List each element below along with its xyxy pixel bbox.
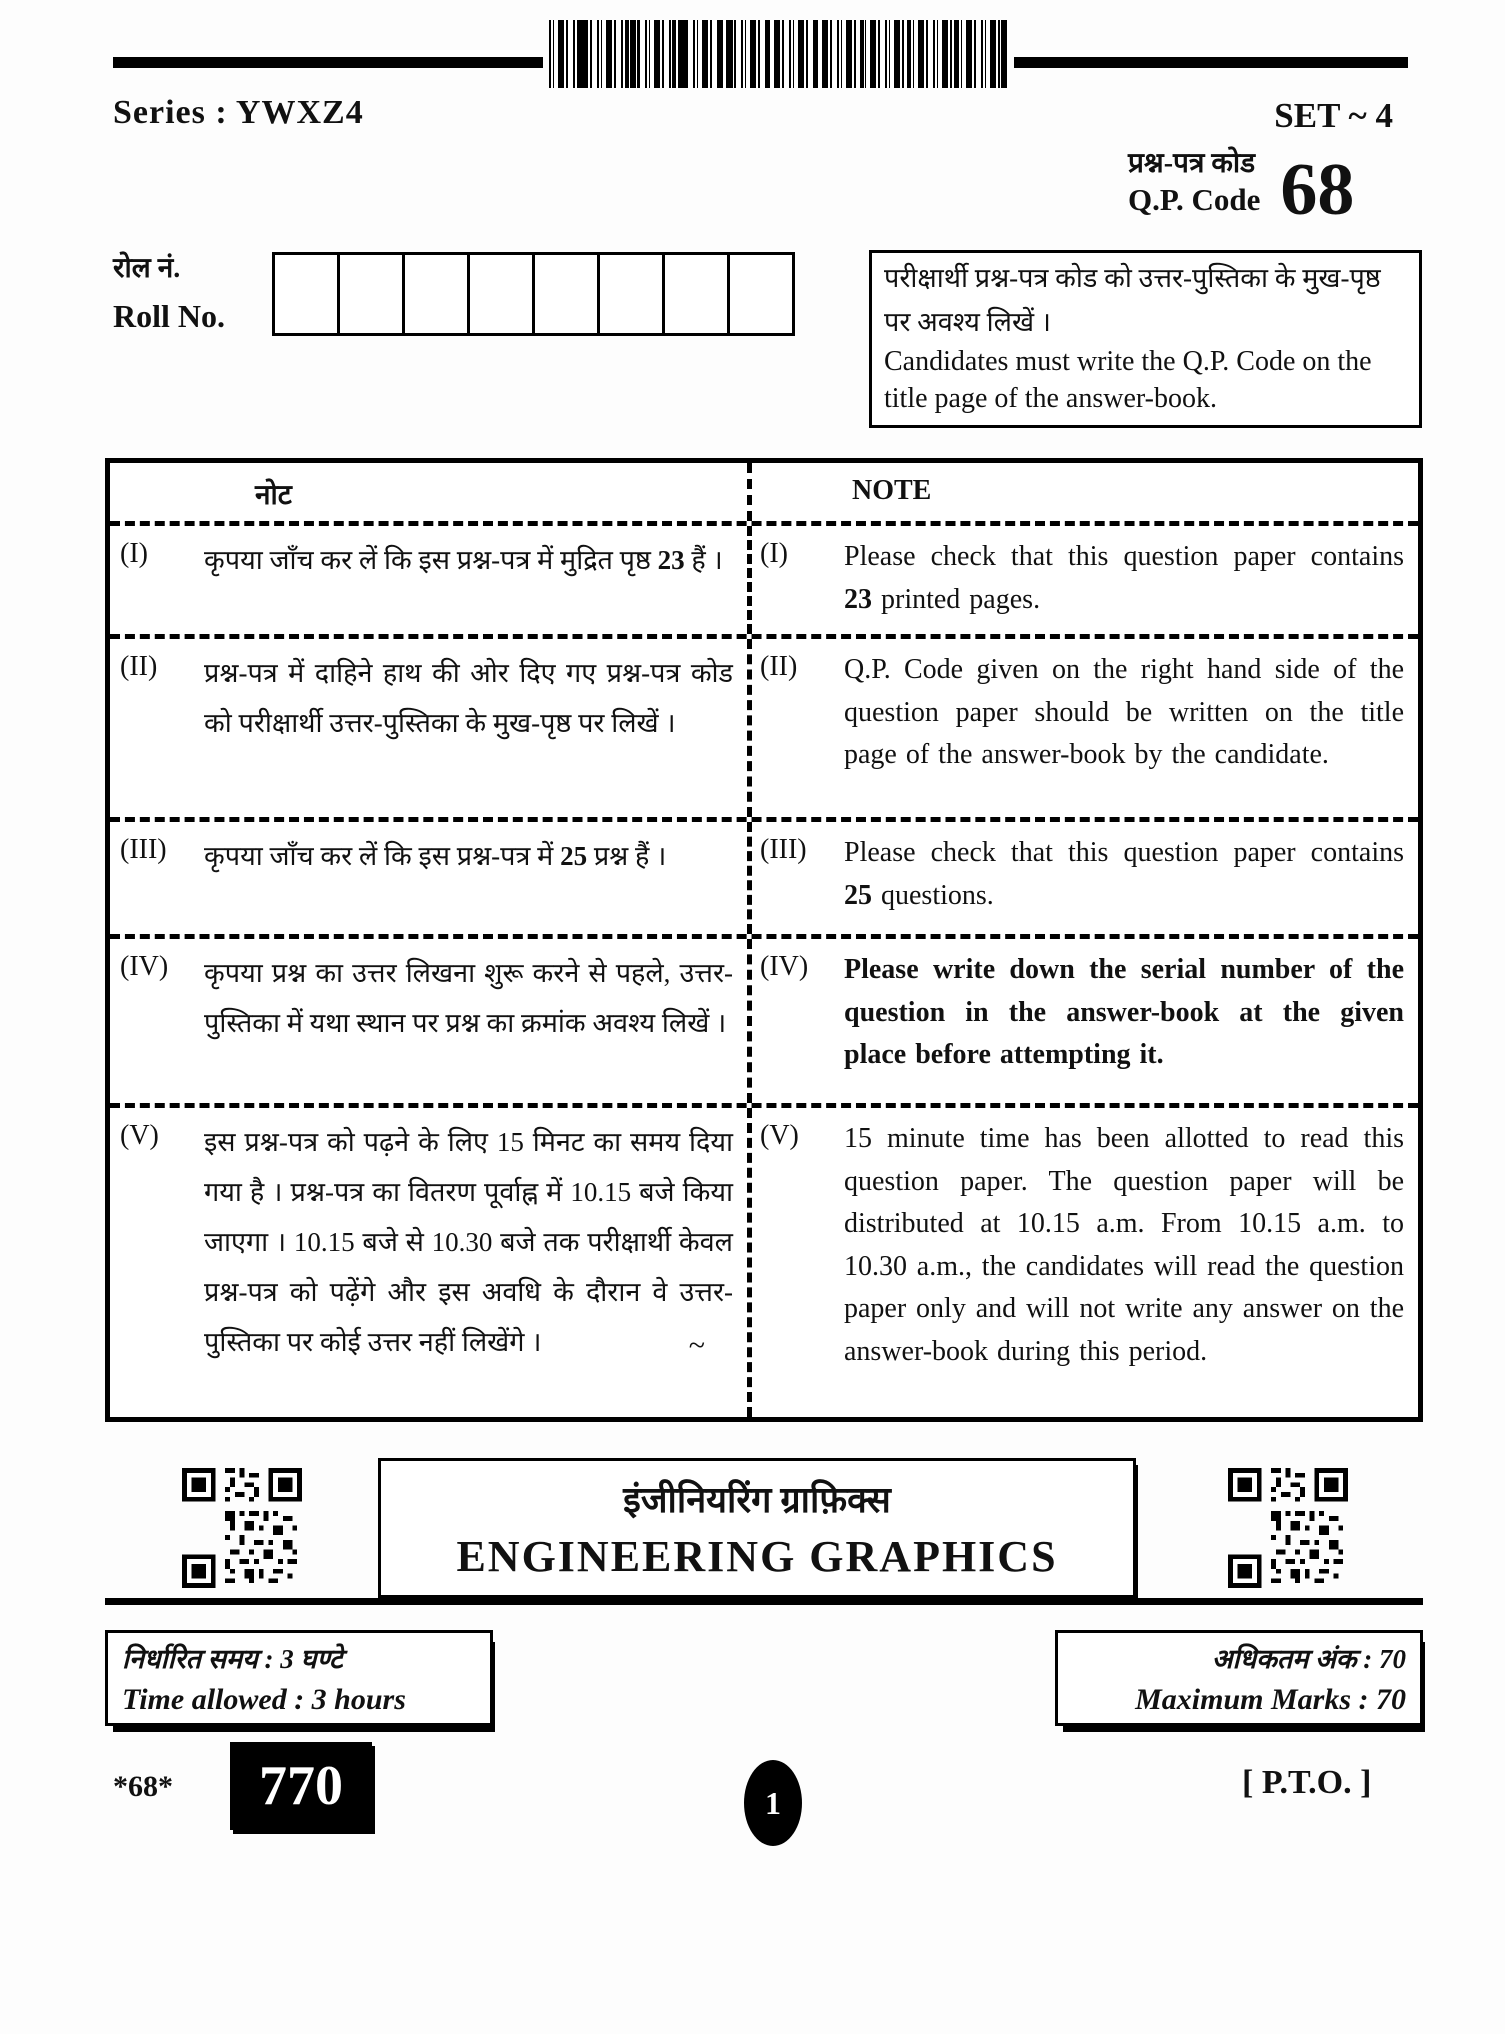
roll-label-english: Roll No. (113, 298, 225, 334)
pto-label: [ P.T.O. ] (1242, 1764, 1372, 1801)
note-text-hindi: प्रश्न-पत्र में दाहिने हाथ की ओर दिए गए प्रश्न-पत्र कोड को परीक्षार्थी उत्तर-पुस्तिका के मुख-पृष्ठ पर लिखें । (204, 658, 733, 738)
candidate-instruction-hindi: परीक्षार्थी प्रश्न-पत्र कोड को उत्तर-पुस्तिका के मुख-पृष्ठ पर अवश्य लिखें । (884, 263, 1381, 337)
subject-title-box (378, 1458, 1136, 1598)
time-allowed-english: Time allowed : 3 hours (122, 1683, 406, 1716)
roll-digit-box (467, 252, 535, 336)
note-header-english: NOTE (852, 475, 932, 506)
qp-code-label-english: Q.P. Code (1128, 182, 1261, 217)
set-label: SET ~ 4 (1274, 96, 1393, 135)
roll-digit-box (402, 252, 470, 336)
note-text-hindi: कृपया जाँच कर लें कि इस प्रश्न-पत्र में 25 प्रश्न हैं । (204, 841, 667, 871)
roll-label-hindi: रोल नं. (113, 253, 181, 284)
note-table-row (110, 939, 1418, 1108)
roll-number-labels (113, 248, 225, 335)
note-serial-hindi-column: (IV) (120, 951, 169, 982)
note-table-row (110, 639, 1418, 822)
note-text-english: 15 minute time has been allotted to read this question paper. The question paper will be distributed at 10.15 a.m. From 10.15 a.m. to 10.30 a.m., the candidates will read the question paper only and will not write any answer on the answer-book during this period. (844, 1123, 1404, 1367)
top-rule-left (113, 57, 543, 68)
note-text-hindi: इस प्रश्न-पत्र को पढ़ने के लिए 15 मिनट का समय दिया गया है । प्रश्न-पत्र का वितरण पूर्वाह्न में 10.15 बजे किया जाएगा । 10.15 बजे से 10.30 बजे तक परीक्षार्थी केवल प्रश्न-पत्र को पढ़ेंगे और इस अवधि के दौरान वे उत्तर-पुस्तिका पर कोई उत्तर नहीं लिखेंगे । ~ (204, 1118, 747, 1411)
qp-code-value: 68 (1280, 149, 1355, 232)
note-text-hindi: कृपया जाँच कर लें कि इस प्रश्न-पत्र में मुद्रित पृष्ठ 23 हैं । (204, 545, 723, 575)
note-table-header-row (110, 463, 1418, 526)
note-table-row (110, 526, 1418, 639)
note-serial-hindi-column: (I) (120, 538, 148, 569)
title-section-rule (105, 1598, 1423, 1605)
maximum-marks-box (1055, 1630, 1423, 1726)
note-serial-english-column: (I) (760, 538, 788, 569)
note-text-english: Please check that this question paper contains 25 questions. (844, 837, 1404, 911)
roll-digit-box (272, 252, 340, 336)
note-header-hindi: नोट (255, 480, 292, 511)
barcode-icon (549, 20, 1009, 88)
time-allowed-hindi: निर्धारित समय : 3 घण्टे (122, 1644, 343, 1674)
note-serial-hindi-column: (V) (120, 1120, 159, 1151)
time-allowed-box (105, 1630, 493, 1726)
qr-code-icon-right (1228, 1468, 1348, 1588)
note-serial-hindi-column: (II) (120, 651, 158, 682)
candidate-instruction-english: Candidates must write the Q.P. Code on the title page of the answer-book. (884, 346, 1372, 415)
note-table-row (110, 1108, 1418, 1417)
qp-code-block (1128, 146, 1355, 232)
subject-title-english: ENGINEERING GRAPHICS (456, 1532, 1058, 1581)
roll-digit-box (337, 252, 405, 336)
note-serial-hindi-column: (III) (120, 834, 167, 865)
footer-print-code-badge: 770 (230, 1742, 372, 1830)
footer-paper-code: *68* (113, 1770, 173, 1803)
note-serial-english-column: (II) (760, 651, 798, 682)
note-text-hindi: कृपया प्रश्न का उत्तर लिखना शुरू करने से पहले, उत्तर-पुस्तिका में यथा स्थान पर प्रश्न का क्रमांक अवश्य लिखें । (204, 958, 733, 1038)
note-serial-english-column: (IV) (760, 951, 809, 982)
note-table-row (110, 822, 1418, 939)
qp-code-label-hindi: प्रश्न-पत्र कोड (1128, 148, 1256, 179)
tilde-mark: ~ (688, 1328, 705, 1362)
maximum-marks-hindi: अधिकतम अंक : 70 (1211, 1644, 1406, 1674)
note-serial-english-column: (III) (760, 834, 807, 865)
top-rule-right (1014, 57, 1408, 68)
subject-title-hindi: इंजीनियरिंग ग्राफ़िक्स (623, 1480, 891, 1520)
maximum-marks-english: Maximum Marks : 70 (1135, 1683, 1406, 1716)
roll-number-boxes (272, 252, 795, 336)
page-number-badge: 1 (744, 1760, 802, 1846)
note-text-english: Please write down the serial number of the question in the answer-book at the given place before attempting it. (844, 954, 1404, 1071)
candidate-instruction-box (869, 250, 1422, 428)
roll-digit-box (597, 252, 665, 336)
series-label: Series : YWXZ4 (113, 94, 364, 131)
note-serial-english-column: (V) (760, 1120, 799, 1151)
qr-code-icon-left (182, 1468, 302, 1588)
roll-digit-box (727, 252, 795, 336)
note-table (105, 458, 1423, 1422)
note-text-english: Please check that this question paper contains 23 printed pages. (844, 541, 1404, 615)
roll-digit-box (532, 252, 600, 336)
roll-digit-box (662, 252, 730, 336)
note-text-english: Q.P. Code given on the right hand side of the question paper should be written on the title page of the answer-book by the candidate. (844, 654, 1404, 771)
